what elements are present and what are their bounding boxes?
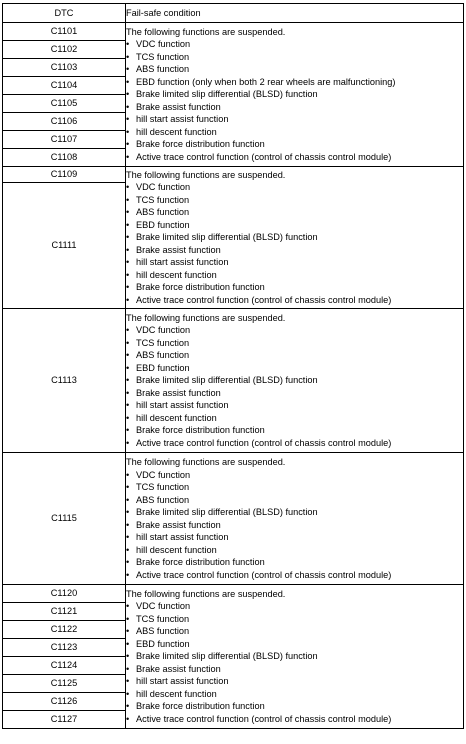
dtc-code: C1111: [3, 183, 126, 309]
suspended-function-item: [126, 181, 463, 194]
suspended-function-item: [126, 469, 463, 482]
suspended-function-list: [126, 181, 463, 306]
function-name: Brake force distribution function: [136, 557, 265, 567]
suspended-function-item: [126, 126, 463, 139]
suspended-function-item: [126, 713, 463, 726]
suspended-function-list: [126, 38, 463, 163]
dtc-code: C1126: [3, 693, 126, 711]
function-name: ABS function: [136, 64, 190, 75]
suspended-function-item: [126, 688, 463, 701]
function-name: hill descent function: [136, 544, 217, 555]
fail-safe-table: [2, 3, 464, 729]
fail-safe-condition: [126, 309, 464, 453]
function-name: hill descent function: [136, 269, 217, 280]
suspended-function-item: [126, 663, 463, 676]
function-name: Brake force distribution function: [136, 701, 265, 712]
suspended-function-item: [126, 337, 463, 350]
fail-safe-condition: [126, 167, 464, 309]
suspended-function-item: [126, 625, 463, 638]
suspended-function-item: [126, 76, 463, 89]
suspended-function-item: [126, 88, 463, 101]
suspended-function-item: [126, 206, 463, 219]
function-name: ABS function: [136, 350, 190, 361]
function-name: VDC function: [136, 39, 191, 50]
dtc-code: C1127: [3, 711, 126, 729]
suspended-function-item: [126, 638, 463, 651]
suspended-function-item: [126, 556, 463, 569]
function-name: EBD function: [136, 219, 190, 230]
function-name: VDC function: [136, 469, 191, 480]
suspended-function-item: [126, 519, 463, 532]
dtc-code: C1125: [3, 675, 126, 693]
suspended-function-item: [126, 424, 463, 437]
suspended-function-item: [126, 650, 463, 663]
suspended-function-item: [126, 256, 463, 269]
suspended-function-item: [126, 544, 463, 557]
suspended-function-item: [126, 399, 463, 412]
function-name: Brake limited slip differential (BLSD) function: [136, 651, 318, 662]
function-name: hill descent function: [136, 688, 217, 699]
function-name: TCS function: [136, 194, 190, 205]
suspended-function-item: [126, 63, 463, 76]
dtc-code: C1106: [3, 113, 126, 131]
function-name: Brake limited slip differential (BLSD) function: [136, 232, 318, 243]
suspended-function-item: [126, 281, 463, 294]
suspended-function-item: [126, 481, 463, 494]
function-name: ABS function: [136, 494, 190, 505]
function-name: Brake assist function: [136, 387, 221, 398]
suspended-function-item: [126, 412, 463, 425]
suspended-function-item: [126, 51, 463, 64]
suspended-function-item: [126, 613, 463, 626]
condition-intro: The following functions are suspended.: [126, 457, 286, 467]
suspended-function-item: [126, 506, 463, 519]
condition-intro: The following functions are suspended.: [126, 169, 286, 180]
function-name: TCS function: [136, 613, 190, 624]
function-name: ABS function: [136, 207, 190, 218]
suspended-function-item: [126, 113, 463, 126]
condition-intro: The following functions are suspended.: [126, 312, 286, 323]
dtc-code: C1101: [3, 23, 126, 41]
suspended-function-item: [126, 437, 463, 450]
function-name: hill descent function: [136, 412, 217, 423]
suspended-function-item: [126, 700, 463, 713]
suspended-function-item: [126, 231, 463, 244]
dtc-code: C1113: [3, 309, 126, 453]
function-name: Brake force distribution function: [136, 139, 265, 150]
suspended-function-list: [126, 324, 463, 449]
function-name: VDC function: [136, 182, 191, 193]
suspended-function-item: [126, 675, 463, 688]
suspended-function-item: [126, 324, 463, 337]
function-name: EBD function: [136, 362, 190, 373]
suspended-function-item: [126, 194, 463, 207]
function-name: TCS function: [136, 51, 190, 62]
suspended-function-item: [126, 387, 463, 400]
table-row: [3, 453, 464, 585]
function-name: hill start assist function: [136, 532, 229, 542]
dtc-code: C1123: [3, 639, 126, 657]
function-name: hill start assist function: [136, 257, 229, 268]
fail-safe-condition: [126, 453, 464, 585]
suspended-function-item: [126, 531, 463, 544]
function-name: Brake assist function: [136, 519, 221, 530]
function-name: VDC function: [136, 601, 191, 612]
function-name: hill start assist function: [136, 676, 229, 687]
dtc-code: C1122: [3, 621, 126, 639]
dtc-code: C1103: [3, 59, 126, 77]
dtc-code: C1121: [3, 603, 126, 621]
function-name: Brake assist function: [136, 101, 221, 112]
function-name: Brake force distribution function: [136, 282, 265, 293]
suspended-function-item: [126, 244, 463, 257]
table-row: [3, 309, 464, 453]
suspended-function-list: [126, 600, 463, 725]
suspended-function-item: [126, 374, 463, 387]
function-name: Brake limited slip differential (BLSD) function: [136, 375, 318, 386]
suspended-function-item: [126, 569, 463, 582]
dtc-code: C1104: [3, 77, 126, 95]
dtc-column-header: DTC: [3, 4, 126, 23]
suspended-function-item: [126, 219, 463, 232]
condition-intro: The following functions are suspended.: [126, 588, 286, 599]
fail-safe-condition: [126, 23, 464, 167]
function-name: Active trace control function (control of chassis control module): [136, 569, 392, 580]
suspended-function-item: [126, 294, 463, 307]
table-body: [3, 23, 464, 729]
function-name: Active trace control function (control of chassis control module): [136, 437, 392, 448]
suspended-function-item: [126, 600, 463, 613]
table-row: [3, 23, 464, 41]
dtc-code: C1124: [3, 657, 126, 675]
function-name: ABS function: [136, 626, 190, 637]
dtc-code: C1109: [3, 167, 126, 183]
condition-column-header: Fail-safe condition: [126, 4, 464, 23]
function-name: hill start assist function: [136, 400, 229, 411]
dtc-code: C1115: [3, 453, 126, 585]
suspended-function-item: [126, 494, 463, 507]
header-row: [3, 4, 464, 23]
function-name: Active trace control function (control of chassis control module): [136, 294, 392, 305]
function-name: Brake assist function: [136, 244, 221, 255]
function-name: Brake limited slip differential (BLSD) function: [136, 507, 318, 517]
condition-intro: The following functions are suspended.: [126, 26, 286, 37]
dtc-code: C1102: [3, 41, 126, 59]
function-name: Brake limited slip differential (BLSD) function: [136, 89, 318, 100]
table-row: [3, 585, 464, 603]
function-name: TCS function: [136, 337, 190, 348]
suspended-function-item: [126, 362, 463, 375]
suspended-function-item: [126, 349, 463, 362]
function-name: Brake force distribution function: [136, 425, 265, 436]
function-name: TCS function: [136, 482, 190, 492]
function-name: Brake assist function: [136, 663, 221, 674]
dtc-code: C1105: [3, 95, 126, 113]
suspended-function-item: [126, 101, 463, 114]
suspended-function-item: [126, 138, 463, 151]
fail-safe-condition: [126, 585, 464, 729]
function-name: Active trace control function (control of chassis control module): [136, 713, 392, 724]
suspended-function-item: [126, 269, 463, 282]
dtc-code: C1120: [3, 585, 126, 603]
suspended-function-list: [126, 469, 463, 582]
dtc-code: C1107: [3, 131, 126, 149]
function-name: VDC function: [136, 325, 191, 336]
table-row: [3, 167, 464, 183]
function-name: hill start assist function: [136, 114, 229, 125]
function-name: hill descent function: [136, 126, 217, 137]
function-name: EBD function: [136, 638, 190, 649]
function-name: Active trace control function (control of chassis control module): [136, 151, 392, 162]
suspended-function-item: [126, 38, 463, 51]
function-name: EBD function (only when both 2 rear wheels are malfunctioning): [136, 76, 396, 87]
dtc-code: C1108: [3, 149, 126, 167]
suspended-function-item: [126, 151, 463, 164]
